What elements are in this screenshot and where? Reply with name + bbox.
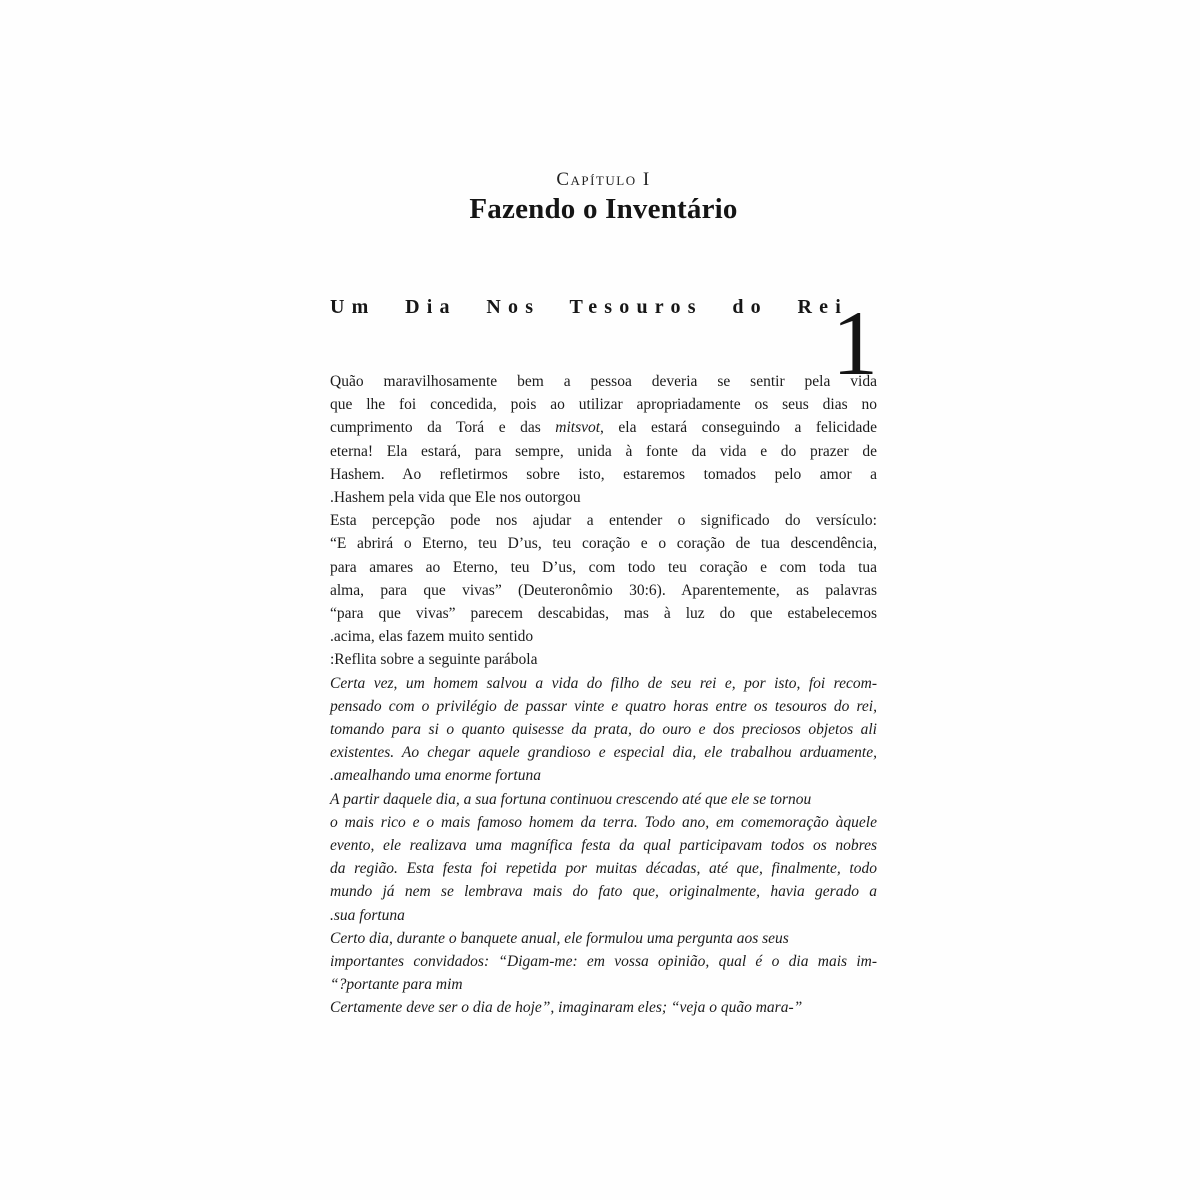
text-column — [330, 0, 877, 1200]
text-segment: pensado com o privilégio de passar vinte e quatro horas entre os tesouros do rei, — [330, 697, 877, 715]
text-segment: A partir daquele dia, a sua fortuna continuou crescendo até que ele se tornou — [330, 790, 812, 808]
text-segment: o mais rico e o mais famoso homem da terra. Todo ano, em comemoração àquele — [330, 813, 877, 831]
text-segment: evento, ele realizava uma magnífica festa da qual participavam todos os nobres — [330, 837, 877, 855]
text-segment: “E abrirá o Eterno, teu D’us, teu coração e o coração de tua descendência, — [330, 535, 877, 553]
body-line — [330, 440, 877, 463]
body-line — [330, 393, 877, 416]
text-segment: Esta percepção pode nos ajudar a entender o significado do versículo: — [330, 512, 877, 530]
body-line — [330, 486, 877, 509]
text-segment: para amares ao Eterno, teu D’us, com todo teu coração e com toda tua — [330, 558, 877, 576]
body-line — [330, 764, 877, 787]
body-line — [330, 695, 877, 718]
text-segment: “?portante para mim — [330, 976, 463, 994]
body-line — [330, 579, 877, 602]
body-line — [330, 602, 877, 625]
text-segment: , ela estará conseguindo a felicidade — [600, 419, 878, 437]
body-line — [330, 556, 877, 579]
chapter-label: Capítulo I — [556, 169, 651, 190]
body-line — [330, 950, 877, 973]
text-segment: .acima, elas fazem muito sentido — [330, 628, 534, 646]
body-line — [330, 834, 877, 857]
text-segment: importantes convidados: “Digam-me: em vossa opinião, qual é o dia mais im- — [330, 953, 877, 971]
text-segment: cumprimento da Torá e das — [330, 419, 556, 437]
text-segment: que lhe foi concedida, pois ao utilizar apropriadamente os seus dias no — [330, 396, 877, 414]
text-segment: Quão maravilhosamente bem a pessoa deveria se sentir pela vida — [330, 373, 877, 390]
section-heading: Um Dia Nos Tesouros do Rei — [330, 296, 848, 318]
body-line — [330, 532, 877, 555]
text-segment: Certa vez, um homem salvou a vida do filho de seu rei e, por isto, foi recom- — [330, 674, 877, 692]
text-segment: existentes. Ao chegar aquele grandioso e especial dia, ele trabalhou arduamente, — [330, 744, 877, 762]
text-segment: alma, para que vivas” (Deuteronômio 30:6). Aparentemente, as palavras — [330, 581, 877, 599]
text-segment: Hashem. Ao refletirmos sobre isto, estaremos tomados pelo amor a — [330, 465, 877, 483]
body-line — [330, 718, 877, 741]
body-line — [330, 880, 877, 903]
chapter-numeral: 1 — [832, 292, 878, 394]
body-line — [330, 672, 877, 695]
text-segment: :Reflita sobre a seguinte parábola — [330, 651, 538, 669]
body-line — [330, 811, 877, 834]
body-line — [330, 416, 877, 439]
body-line — [330, 996, 877, 1019]
body-line — [330, 370, 877, 393]
body-line — [330, 625, 877, 648]
body-line — [330, 509, 877, 532]
text-segment: .amealhando uma enorme fortuna — [330, 767, 541, 785]
text-segment: .Hashem pela vida que Ele nos outorgou — [330, 489, 581, 507]
body-line — [330, 648, 877, 671]
body-line — [330, 973, 877, 996]
text-segment: .sua fortuna — [330, 906, 405, 924]
body-line — [330, 857, 877, 880]
text-segment: eterna! Ela estará, para sempre, unida à fonte da vida e do prazer de — [330, 442, 877, 460]
text-segment: da região. Esta festa foi repetida por muitas décadas, até que, finalmente, todo — [330, 860, 877, 878]
body-line — [330, 788, 877, 811]
body-line — [330, 741, 877, 764]
text-segment: “para que vivas” parecem descabidas, mas à luz do que estabelecemos — [330, 605, 877, 623]
body-line — [330, 463, 877, 486]
text-segment: mundo já nem se lembrava mais do fato que, originalmente, havia gerado a — [330, 883, 877, 901]
body-line — [330, 927, 877, 950]
text-segment: Certamente deve ser o dia de hoje”, imaginaram eles; “veja o quão mara-” — [330, 999, 803, 1017]
body-text — [330, 370, 877, 1020]
chapter-title: Fazendo o Inventário — [469, 193, 738, 225]
emphasized-term: mitsvot — [555, 419, 601, 437]
text-segment: tomando para si o quanto quisesse da prata, do ouro e dos preciosos objetos ali — [330, 721, 877, 739]
text-segment: Certo dia, durante o banquete anual, ele formulou uma pergunta aos seus — [330, 929, 789, 947]
body-line — [330, 904, 877, 927]
